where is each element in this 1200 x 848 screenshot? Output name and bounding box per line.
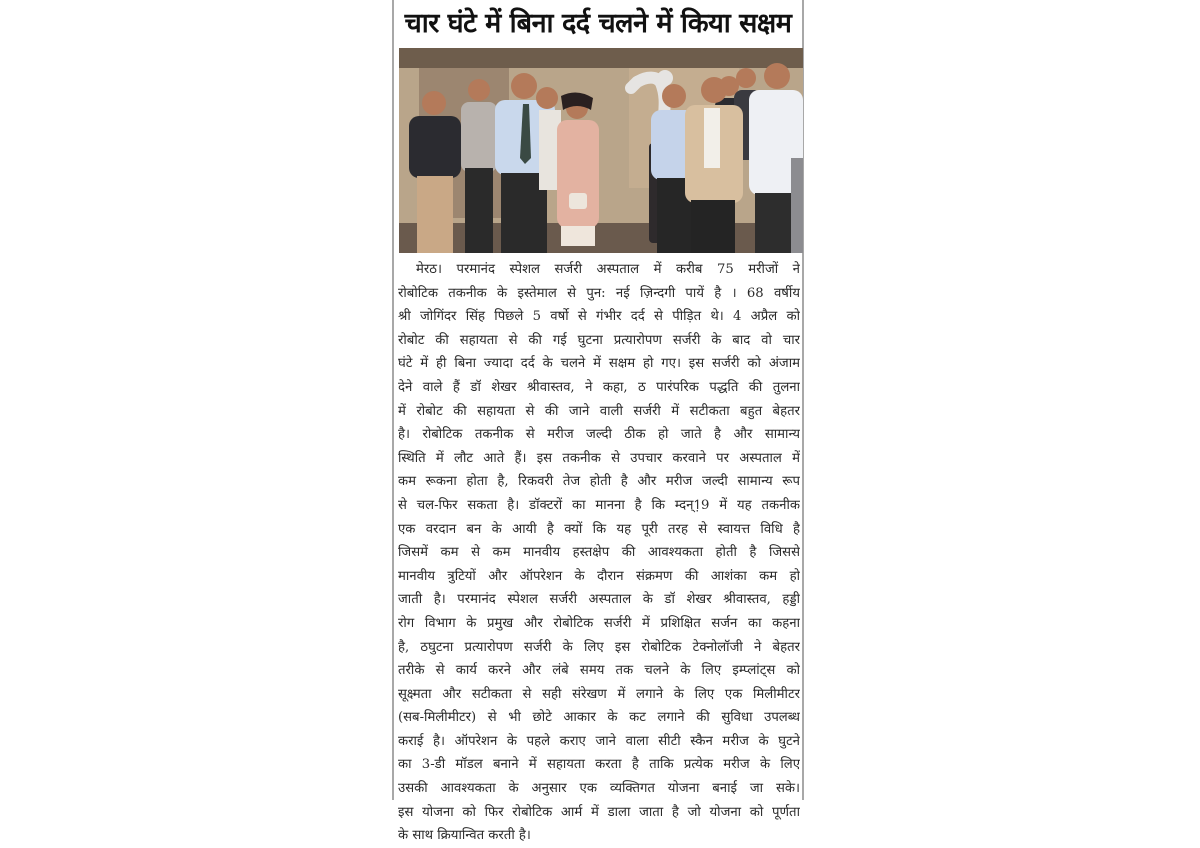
body-line: है। रोबोटिक तकनीक से मरीज जल्दी ठीक हो जाते है और सामान्य	[398, 427, 800, 443]
body-line: देने वाले हैं डॉ शेखर श्रीवास्तव, ने कहा, ठ पारंपरिक पद्धति की तुलना	[398, 379, 800, 395]
headline: चार घंटे में बिना दर्द चलने में किया सक्षम	[404, 8, 792, 39]
body-line: रोबोटिक तकनीक के इस्तेमाल से पुन: नई ज़िन्दगी पायें है । 68 वर्षीय	[398, 285, 800, 301]
news-photo	[399, 48, 803, 253]
body-line: इस योजना को फिर रोबोटिक आर्म में डाला जाता है जो योजना को पूर्णता	[398, 804, 800, 820]
body-line: के साथ क्रियान्वित करती है।	[398, 828, 531, 844]
body-line: से चल-फिर सकता है। डॉक्टरों का मानना है कि म्दन्1़9 में यह तकनीक	[398, 497, 800, 513]
body-line: घंटे में ही बिना ज्यादा दर्द के चलने में सक्षम हो गए। इस सर्जरी को अंजाम	[398, 356, 800, 372]
body-line: जाती है। परमानंद स्पेशल सर्जरी अस्पताल के डॉ शेखर श्रीवास्तव, हड्डी	[398, 592, 800, 608]
newspaper-clipping	[392, 0, 804, 844]
body-line: रोबोट की सहायता से की गई घुटना प्रत्यारोपण सर्जरी के बाद वो चार	[398, 332, 800, 348]
body-line: है, ठघुटना प्रत्यारोपण सर्जरी के लिए इस रोबोटिक टेक्नोलॉजी ने बेहतर	[398, 639, 800, 655]
body-line: जिसमें कम से कम मानवीय हस्तक्षेप की आवश्यकता होती है जिससे	[398, 545, 800, 561]
body-line: कम रूकना होता है, रिकवरी तेज होती है और मरीज जल्दी सामान्य रूप	[398, 474, 800, 490]
body-line: (सब-मिलीमीटर) से भी छोटे आकार के कट लगाने की सुविधा उपलब्ध	[398, 710, 800, 726]
body-line: कराई है। ऑपरेशन के पहले कराए जाने वाला सीटी स्कैन मरीज के घुटने	[398, 733, 800, 749]
photo-floor	[399, 223, 803, 253]
body-line: उसकी आवश्यकता के अनुसार एक व्यक्तिगत योजना बनाई जा सके।	[398, 781, 800, 797]
photo-ceiling	[399, 48, 803, 68]
body-line: का 3-डी मॉडल बनाने में सहायता करता है ताकि प्रत्येक मरीज के लिए	[398, 757, 800, 773]
body-line: में रोबोट की सहायता से की जाने वाली सर्जरी में सटीकता बहुत बेहतर	[398, 403, 800, 419]
article-body	[398, 258, 800, 848]
group-photo-robot-icon	[399, 48, 803, 253]
body-line: एक वरदान बन के आयी है क्यों कि यह पूरी तरह से स्वायत्त विधि है	[398, 521, 800, 537]
body-line: मानवीय त्रुटियों और ऑपरेशन के दौरान संक्रमण की आशंका कम हो	[398, 568, 800, 584]
body-line: श्री जोगिंदर सिंह पिछले 5 वर्षो से गंभीर दर्द से पीड़ित थे। 4 अप्रैल को	[398, 309, 800, 325]
body-line: रोग विभाग के प्रमुख और रोबोटिक सर्जरी में प्रशिक्षित सर्जन का कहना	[398, 615, 800, 631]
body-line: मेरठ। परमानंद स्पेशल सर्जरी अस्पताल में करीब 75 मरीजों ने	[416, 262, 800, 277]
body-line: तरीके से कार्य करने और लंबे समय तक चलने के लिए इम्प्लांट्स को	[398, 663, 800, 679]
body-line: सूक्ष्मता और सटीकता से सही संरेखण में लगाने के लिए एक मिलीमीटर	[398, 686, 800, 702]
body-line: स्थिति में लौट आते हैं। इस तकनीक से उपचार करवाने पर अस्पताल में	[398, 450, 800, 466]
